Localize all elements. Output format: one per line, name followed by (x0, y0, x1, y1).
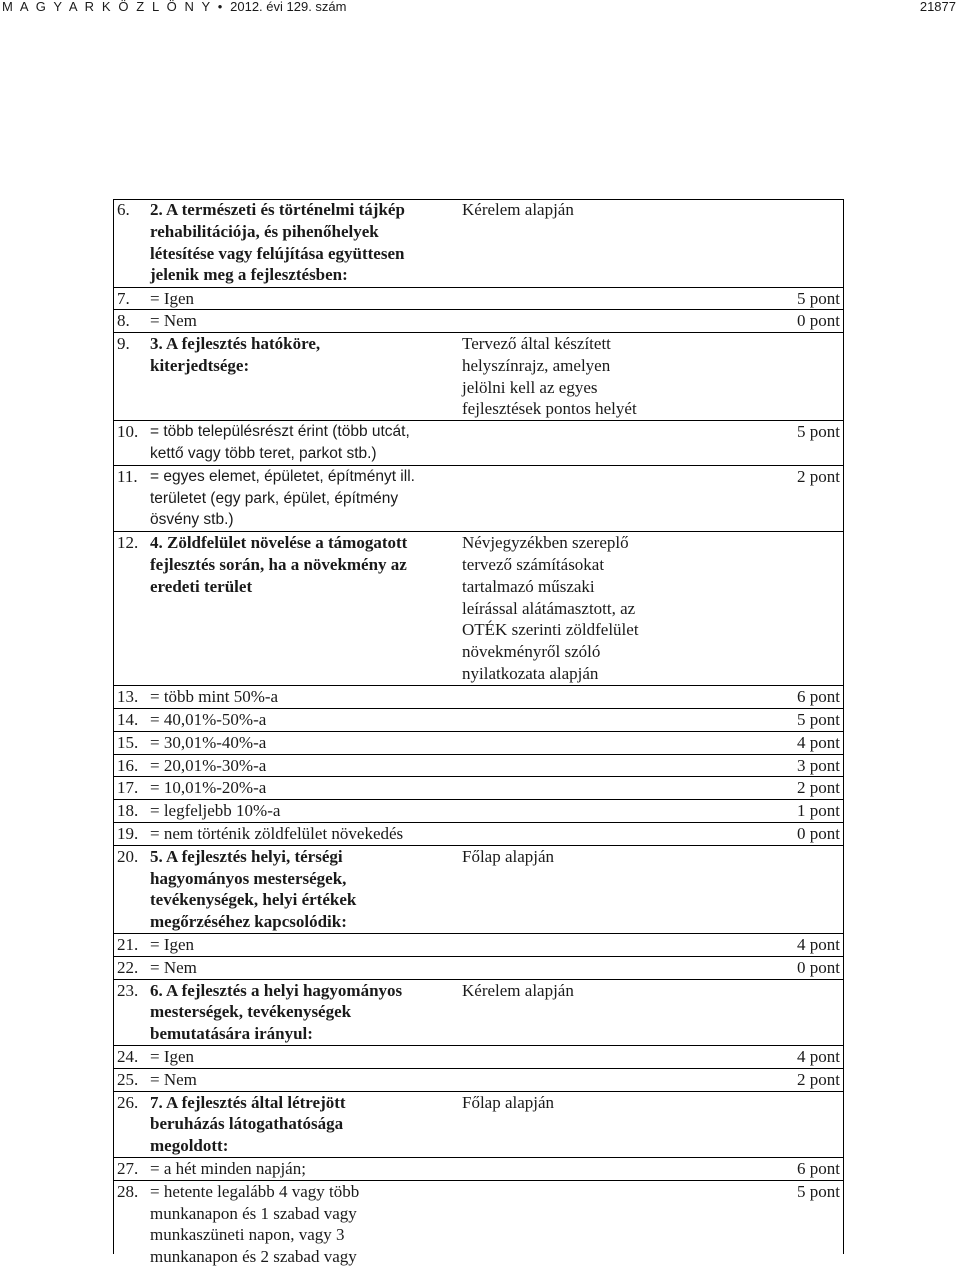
criterion-text: 4. Zöldfelület növelése a támogatott fejlesztés során, ha a növekmény az eredeti terület (147, 532, 457, 686)
verification-basis (457, 686, 647, 709)
score-points: 6 pont (647, 1158, 844, 1181)
table-row (113, 979, 844, 1045)
score-points (647, 1091, 844, 1157)
row-number: 7. (113, 287, 147, 310)
row-number: 18. (113, 800, 147, 823)
row-number: 15. (113, 731, 147, 754)
row-number: 17. (113, 777, 147, 800)
table-row (113, 333, 844, 421)
table-row (113, 199, 844, 287)
row-number: 16. (113, 754, 147, 777)
row-number: 27. (113, 1158, 147, 1181)
score-points: 5 pont (647, 1180, 844, 1268)
page-number: 21877 (919, 0, 956, 14)
score-points: 2 pont (647, 465, 844, 531)
table-row (113, 310, 844, 333)
criterion-text: = a hét minden napján; (147, 1158, 457, 1181)
running-header (0, 0, 960, 14)
verification-basis (457, 1046, 647, 1069)
verification-basis (457, 754, 647, 777)
table-row (113, 709, 844, 732)
criterion-text: 3. A fejlesztés hatóköre, kiterjedtsége: (147, 333, 457, 421)
criterion-text: = nem történik zöldfelület növekedés (147, 823, 457, 846)
table-row (113, 800, 844, 823)
criterion-text: = 30,01%-40%-a (147, 731, 457, 754)
table-row (113, 421, 844, 466)
table-row (113, 731, 844, 754)
table-row (113, 1180, 844, 1268)
criterion-text: = 10,01%-20%-a (147, 777, 457, 800)
score-points: 5 pont (647, 287, 844, 310)
criterion-text: 7. A fejlesztés által létrejött beruházás látogathatósága megoldott: (147, 1091, 457, 1157)
score-points: 0 pont (647, 823, 844, 846)
verification-basis (457, 800, 647, 823)
score-points: 3 pont (647, 754, 844, 777)
table-row (113, 956, 844, 979)
row-number: 26. (113, 1091, 147, 1157)
score-points: 2 pont (647, 777, 844, 800)
verification-basis (457, 1068, 647, 1091)
row-number: 13. (113, 686, 147, 709)
criterion-text: = legfeljebb 10%-a (147, 800, 457, 823)
criterion-text: = 40,01%-50%-a (147, 709, 457, 732)
criterion-text: = Igen (147, 934, 457, 957)
verification-basis: Főlap alapján (457, 845, 647, 933)
verification-basis (457, 956, 647, 979)
score-points (647, 845, 844, 933)
row-number: 10. (113, 421, 147, 466)
row-number: 22. (113, 956, 147, 979)
score-points: 4 pont (647, 731, 844, 754)
verification-basis: Főlap alapján (457, 1091, 647, 1157)
verification-basis (457, 823, 647, 846)
scoring-table-body (113, 199, 844, 1268)
row-number: 11. (113, 465, 147, 531)
row-number: 20. (113, 845, 147, 933)
score-points: 4 pont (647, 1046, 844, 1069)
score-points: 5 pont (647, 421, 844, 466)
verification-basis (457, 1180, 647, 1268)
table-row (113, 686, 844, 709)
table-row (113, 1046, 844, 1069)
criterion-text: = Nem (147, 1068, 457, 1091)
row-number: 9. (113, 333, 147, 421)
table-row (113, 532, 844, 686)
verification-basis (457, 310, 647, 333)
verification-basis (457, 287, 647, 310)
criterion-text: = 20,01%-30%-a (147, 754, 457, 777)
criterion-text: = Igen (147, 1046, 457, 1069)
verification-basis (457, 465, 647, 531)
table-row (113, 1091, 844, 1157)
verification-basis (457, 731, 647, 754)
verification-basis (457, 934, 647, 957)
table-row (113, 465, 844, 531)
score-points: 0 pont (647, 956, 844, 979)
score-points (647, 333, 844, 421)
issue-number: 2012. évi 129. szám (230, 0, 347, 14)
score-points: 5 pont (647, 709, 844, 732)
table-row (113, 1158, 844, 1181)
row-number: 25. (113, 1068, 147, 1091)
table-row (113, 777, 844, 800)
row-number: 21. (113, 934, 147, 957)
table-row (113, 1068, 844, 1091)
criterion-text: = egyes elemet, épületet, építményt ill. területet (egy park, épület, építmény ösvény stb.) (147, 465, 457, 531)
separator-bullet: • (217, 0, 225, 14)
criterion-text: = több mint 50%-a (147, 686, 457, 709)
criterion-text: 6. A fejlesztés a helyi hagyományos mesterségek, tevékenységek bemutatására irányul: (147, 979, 457, 1045)
verification-basis: Kérelem alapján (457, 979, 647, 1045)
score-points: 6 pont (647, 686, 844, 709)
criterion-text: = hetente legalább 4 vagy több munkanapon és 1 szabad vagy munkaszüneti napon, vagy 3 munkanapon és 2 szabad vagy (147, 1180, 457, 1268)
score-points (647, 199, 844, 287)
verification-basis: Névjegyzékben szereplő tervező számításokat tartalmazó műszaki leírással alátámasztott, az OTÉK szerinti zöldfelület növekményről szóló nyilatkozata alapján (457, 532, 647, 686)
row-number: 14. (113, 709, 147, 732)
verification-basis: Tervező által készített helyszínrajz, amelyen jelölni kell az egyes fejlesztések pontos helyét (457, 333, 647, 421)
score-points (647, 979, 844, 1045)
score-points: 0 pont (647, 310, 844, 333)
table-row (113, 845, 844, 933)
row-number: 23. (113, 979, 147, 1045)
row-number: 12. (113, 532, 147, 686)
verification-basis (457, 777, 647, 800)
criterion-text: = Igen (147, 287, 457, 310)
verification-basis (457, 1158, 647, 1181)
row-number: 19. (113, 823, 147, 846)
score-points: 2 pont (647, 1068, 844, 1091)
score-points (647, 532, 844, 686)
criterion-text: 2. A természeti és történelmi tájkép rehabilitációja, és pihenőhelyek létesítése vagy felújítása együttesen jelenik meg a fejlesztésben: (150, 200, 405, 285)
criterion-text: 5. A fejlesztés helyi, térségi hagyományos mesterségek, tevékenységek, helyi értékek megőrzéséhez kapcsolódik: (147, 845, 457, 933)
score-points: 4 pont (647, 934, 844, 957)
criterion-text: = Nem (147, 310, 457, 333)
scoring-table (113, 199, 844, 1268)
verification-basis (457, 709, 647, 732)
table-row (113, 823, 844, 846)
table-row (113, 754, 844, 777)
table-row (113, 934, 844, 957)
row-number: 28. (113, 1180, 147, 1268)
journal-title: M A G Y A R K Ö Z L Ö N Y (2, 0, 213, 14)
row-number: 6. (117, 200, 130, 219)
criterion-text: = Nem (147, 956, 457, 979)
row-number: 8. (113, 310, 147, 333)
verification-basis (457, 421, 647, 466)
table-row (113, 287, 844, 310)
criterion-text: = több településrészt érint (több utcát, kettő vagy több teret, parkot stb.) (147, 421, 457, 466)
journal-title-line (2, 0, 346, 14)
score-points: 1 pont (647, 800, 844, 823)
verification-basis: Kérelem alapján (462, 200, 574, 219)
row-number: 24. (113, 1046, 147, 1069)
